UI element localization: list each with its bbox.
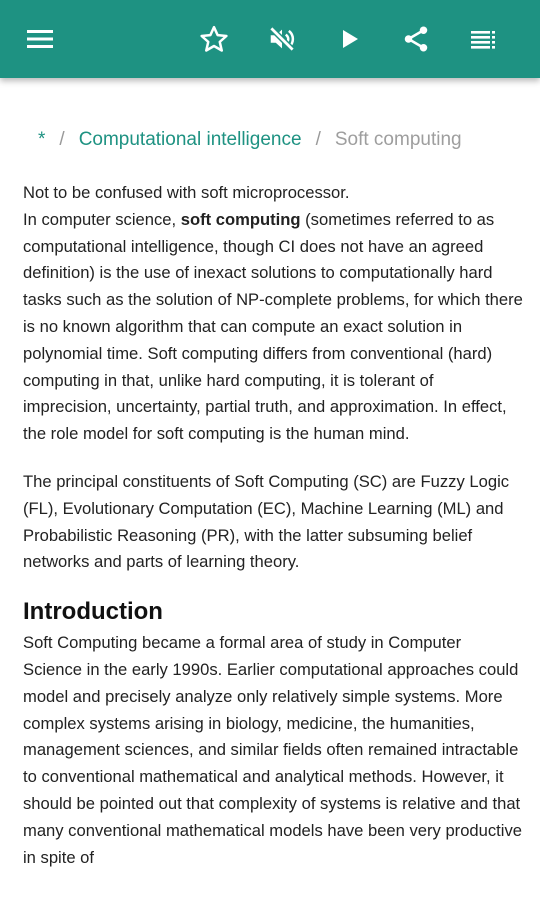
favorite-button[interactable] [184,0,244,78]
article-body [23,180,523,871]
star-icon [199,24,229,54]
mute-button[interactable] [252,0,312,78]
intro-paragraph [23,180,523,448]
breadcrumb-separator: / [315,129,321,150]
introduction-paragraph: Soft Computing became a formal area of study in Computer Science in the early 1990s. Earlier computational approaches could model and precisely analyze only relatively simple systems. More complex systems arising in biology, medicine, the humanities, management sciences, and similar fields often remained intractable to conventional mathematical and analytical methods. However, it should be pointed out that complexity of systems is relative and that many conventional mathematical models have been very productive in spite of [23,633,523,867]
app-toolbar [0,0,540,78]
constituents-paragraph: The principal constituents of Soft Computing (SC) are Fuzzy Logic (FL), Evolutionary Computation (EC), Machine Learning (ML) and Probabilistic Reasoning (PR), with the latter subsuming belief networks and parts of learning theory. [23,471,510,572]
intro-text-rest: (sometimes referred to as computational intelligence, though CI does not have an agreed definition) is the use of inexact solutions to computationally hard tasks such as the solution of NP-complete problems, for which there is no known algorithm that can compute an exact solution in polynomial time. Soft computing differs from conventional (hard) computing in that, unlike hard computing, it is tolerant of imprecision, uncertainty, partial truth, and approximation. In effect, the role model for soft computing is the human mind. [23,209,523,444]
menu-button[interactable] [10,0,70,78]
hatnote: Not to be confused with soft microprocessor. [23,183,350,202]
toc-icon [470,27,498,51]
intro-bold-term: soft computing [180,209,301,229]
breadcrumb-separator: / [59,129,65,150]
intro-text-start: In computer science, [23,209,181,229]
breadcrumb-current-page: Soft computing [334,129,462,150]
play-icon [338,27,362,51]
breadcrumb-home-link[interactable]: * [38,129,46,150]
breadcrumb [38,127,462,153]
menu-icon [26,27,54,51]
share-button[interactable] [386,0,446,78]
volume-off-icon [267,24,297,54]
table-of-contents-button[interactable] [454,0,514,78]
share-icon [401,24,431,54]
play-button[interactable] [320,0,380,78]
breadcrumb-parent-link[interactable]: Computational intelligence [78,129,302,150]
article-view[interactable] [0,78,540,900]
section-heading-introduction: Introduction [23,598,163,626]
